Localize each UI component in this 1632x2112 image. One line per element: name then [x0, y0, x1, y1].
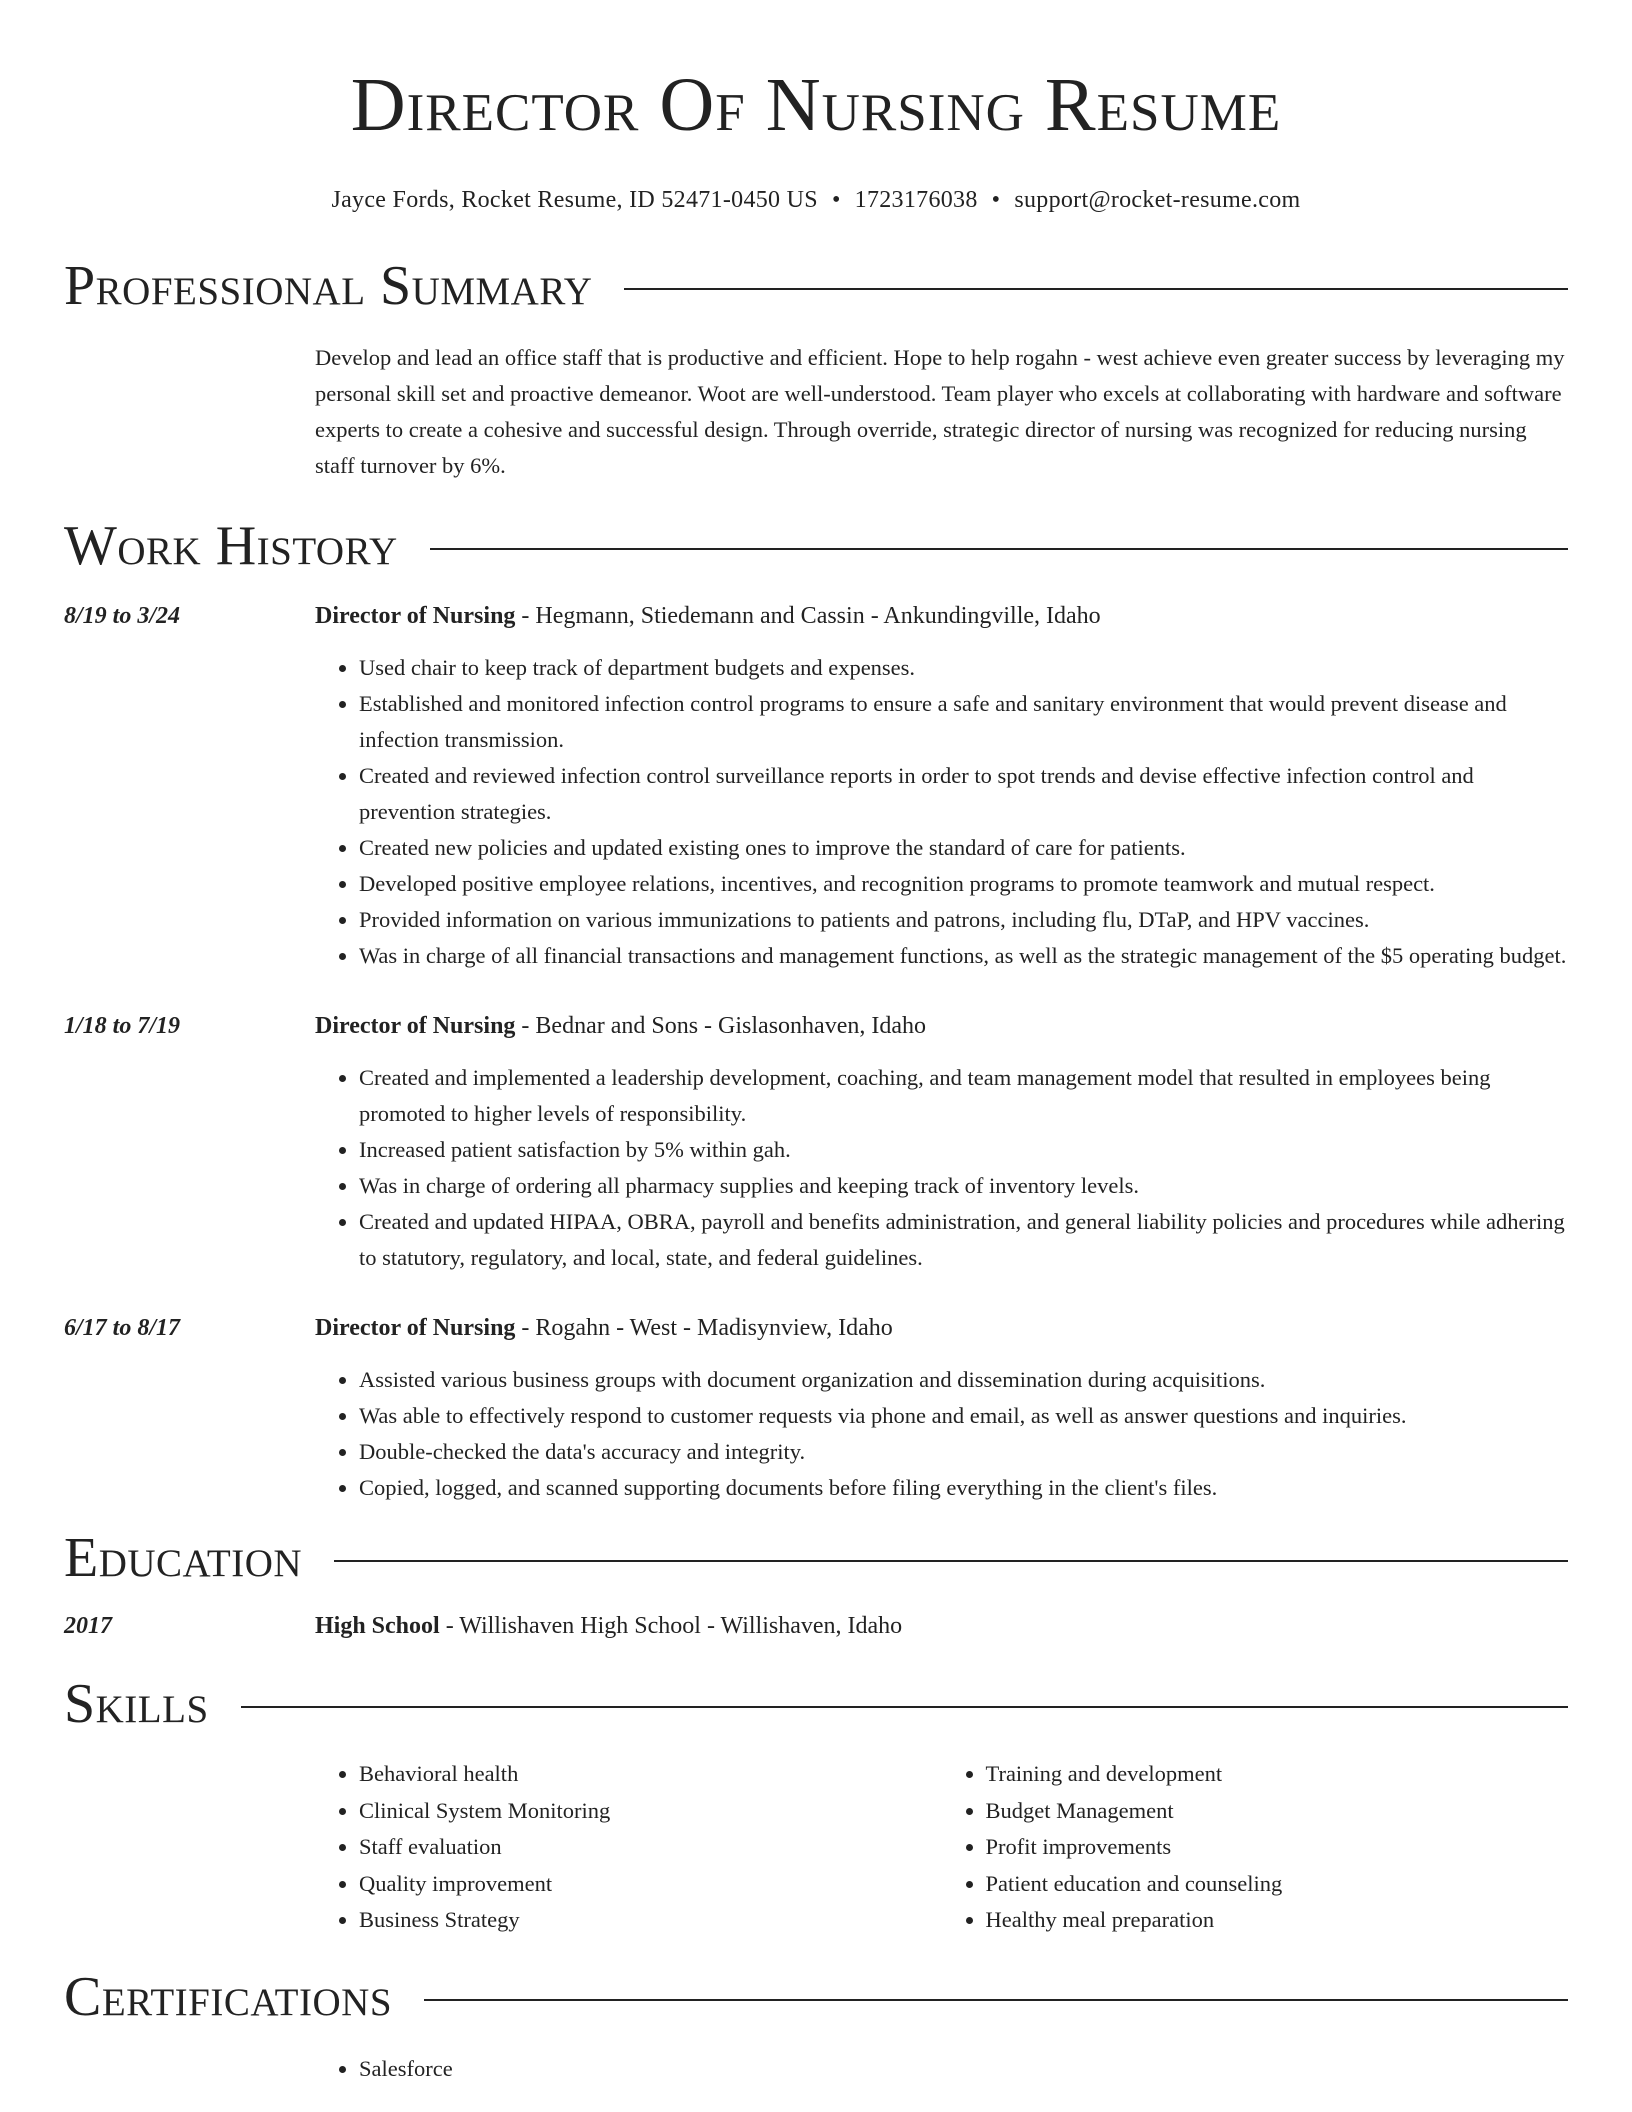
section-divider: [424, 1999, 1568, 2001]
education-section-header: [64, 1526, 1568, 1590]
list-item: • Used chair to keep track of department budgets and expenses.: [359, 650, 1568, 686]
contact-address: Jayce Fords, Rocket Resume, ID 52471-0450 US: [331, 187, 818, 213]
job-title-line: [315, 598, 1568, 634]
job-title: Director of Nursing: [315, 1013, 516, 1039]
skill-item: • Healthy meal preparation: [986, 1902, 1569, 1939]
job-duties-list: [315, 1060, 1568, 1276]
contact-email[interactable]: support@rocket-resume.com: [1014, 187, 1301, 213]
work-history-section-header: [64, 514, 1568, 578]
section-divider: [241, 1706, 1568, 1708]
skill-item: • Training and development: [986, 1756, 1569, 1793]
list-item: • Copied, logged, and scanned supporting documents before filing everything in the client's files.: [359, 1470, 1568, 1506]
list-item: • Was in charge of all financial transactions and management functions, as well as the strategic management of the $5 operating budget.: [359, 938, 1568, 974]
job-entry: [64, 598, 1568, 974]
contact-phone: 1723176038: [854, 187, 978, 213]
certifications-heading: Certifications: [64, 1965, 393, 2028]
job-title-line: [315, 1310, 1568, 1346]
job-dates: 8/19 to 3/24: [64, 603, 181, 629]
list-item: • Established and monitored infection control programs to ensure a safe and sanitary environment that would prevent disease and infection transmission.: [359, 686, 1568, 758]
skill-item: • Patient education and counseling: [986, 1866, 1569, 1903]
skill-item: • Quality improvement: [359, 1866, 942, 1903]
skill-item: • Budget Management: [986, 1793, 1569, 1830]
section-divider: [624, 288, 1568, 290]
skills-list: [315, 1756, 1568, 1939]
job-title: Director of Nursing: [315, 603, 516, 629]
skill-item: • Staff evaluation: [359, 1829, 942, 1866]
skills-column-left: [315, 1756, 942, 1939]
list-item: • Double-checked the data's accuracy and integrity.: [359, 1434, 1568, 1470]
list-item: • Provided information on various immunizations to patients and patrons, including flu, DTaP, and HPV vaccines.: [359, 902, 1568, 938]
job-title-line: [315, 1008, 1568, 1044]
skill-item: • Behavioral health: [359, 1756, 942, 1793]
summary-text: Develop and lead an office staff that is productive and efficient. Hope to help rogahn - west achieve even greater success by leveraging my personal skill set and proactive demeanor. Woot are well-understood. Team player who excels at collaborating with hardware and software experts to create a cohesive and successful design. Through override, strategic director of nursing was recognized for reducing nursing staff turnover by 6%.: [315, 345, 1565, 478]
job-employer: - Rogahn - West - Madisynview, Idaho: [515, 1315, 893, 1341]
skills-heading: Skills: [64, 1673, 209, 1735]
list-item: • Was able to effectively respond to customer requests via phone and email, as well as answer questions and inquiries.: [359, 1398, 1568, 1434]
contact-line: [64, 184, 1568, 216]
job-entry: [64, 1310, 1568, 1506]
contact-separator: •: [991, 187, 1001, 213]
skills-section-header: [64, 1672, 1568, 1736]
list-item: • Created new policies and updated existing ones to improve the standard of care for patients.: [359, 830, 1568, 866]
section-divider: [334, 1560, 1568, 1562]
list-item: • Increased patient satisfaction by 5% within gah.: [359, 1132, 1568, 1168]
education-year: 2017: [64, 1613, 112, 1639]
job-dates: 6/17 to 8/17: [64, 1315, 181, 1341]
job-employer: - Bednar and Sons - Gislasonhaven, Idaho: [515, 1013, 926, 1039]
certification-item: • Salesforce: [359, 2051, 1568, 2088]
summary-section-header: [64, 254, 1568, 318]
education-heading: Education: [64, 1527, 303, 1589]
certifications-list: [315, 2051, 1568, 2088]
certifications-section-header: [64, 1965, 1568, 2029]
work-history-heading: Work History: [64, 515, 398, 577]
certifications-column: [315, 2051, 1568, 2088]
list-item: • Developed positive employee relations, incentives, and recognition programs to promote teamwork and mutual respect.: [359, 866, 1568, 902]
job-dates: 1/18 to 7/19: [64, 1013, 181, 1039]
section-divider: [430, 548, 1568, 550]
skills-column-right: [942, 1756, 1569, 1939]
list-item: • Assisted various business groups with document organization and dissemination during acquisitions.: [359, 1362, 1568, 1398]
page-title: Director Of Nursing Resume: [350, 63, 1282, 147]
list-item: • Was in charge of ordering all pharmacy supplies and keeping track of inventory levels.: [359, 1168, 1568, 1204]
education-degree: High School: [315, 1613, 440, 1639]
skill-item: • Profit improvements: [986, 1829, 1569, 1866]
job-employer: - Hegmann, Stiedemann and Cassin - Ankundingville, Idaho: [515, 603, 1101, 629]
education-line: [315, 1608, 1568, 1644]
summary-heading: Professional Summary: [64, 255, 593, 317]
job-entry: [64, 1008, 1568, 1276]
job-duties-list: [315, 650, 1568, 974]
skill-item: • Business Strategy: [359, 1902, 942, 1939]
job-duties-list: [315, 1362, 1568, 1506]
education-school: - Willishaven High School - Willishaven, Idaho: [439, 1613, 903, 1639]
skill-item: • Clinical System Monitoring: [359, 1793, 942, 1830]
list-item: • Created and updated HIPAA, OBRA, payroll and benefits administration, and general liability policies and procedures while adhering to statutory, regulatory, and local, state, and federal guidelines.: [359, 1204, 1568, 1276]
list-item: • Created and reviewed infection control surveillance reports in order to spot trends and devise effective infection control and prevention strategies.: [359, 758, 1568, 830]
contact-separator: •: [831, 187, 841, 213]
list-item: • Created and implemented a leadership development, coaching, and team management model that resulted in employees being promoted to higher levels of responsibility.: [359, 1060, 1568, 1132]
job-title: Director of Nursing: [315, 1315, 516, 1341]
education-entry: [64, 1608, 1568, 1644]
